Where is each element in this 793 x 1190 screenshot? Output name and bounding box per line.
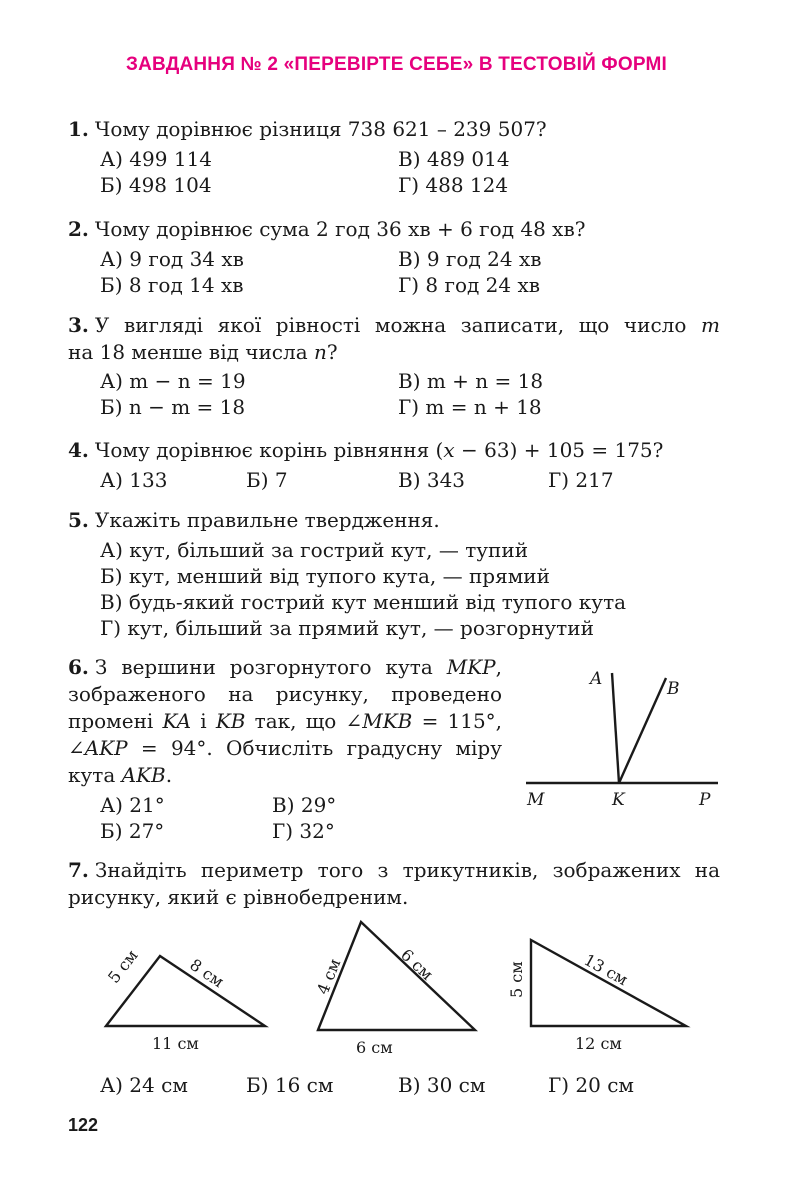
question-number: 5. [68,508,89,532]
punct: , [495,655,502,679]
question-mark: ? [326,340,338,364]
question-6-line-2 [68,681,502,707]
page-number: 122 [68,1115,99,1135]
ray-ka-line [612,673,619,783]
triangle-1-base-label: 11 см [152,1034,199,1053]
option-d: Г) m = n + 18 [398,395,542,419]
question-6-line-3 [68,708,502,734]
question-text: так, що ∠ [254,709,363,733]
question-5 [68,507,440,533]
question-4 [68,437,663,463]
angle-mkp: MKP [446,655,496,679]
ray-kb-line [619,678,666,783]
option-a: А) 21° [100,793,165,817]
option-b: Б) кут, менший від тупого кута, — прямий [100,564,550,588]
question-2 [68,216,585,242]
angle-akp: AKP [84,736,128,760]
option-d: Г) кут, більший за прямий кут, — розгорнутий [100,616,594,640]
question-text: промені [68,709,154,733]
point-b-label: B [667,679,680,699]
variable-x: x [443,438,455,462]
triangle-3-left-label: 5 см [507,961,526,998]
option-d: Г) 8 год 24 хв [398,273,541,297]
variable-n: n [314,340,327,364]
option-a: А) 499 114 [100,147,213,171]
option-c: В) m + n = 18 [398,369,544,393]
option-b: Б) 7 [246,468,288,492]
option-a: А) 24 см [100,1073,188,1097]
triangle-3-hyp-label: 13 см [580,950,631,990]
option-c: В) 9 год 24 хв [398,247,542,271]
angle-akb: AKB [121,763,166,787]
triangle-1-right-label: 8 см [186,955,228,992]
question-text: Укажіть правильне твердження. [94,508,440,532]
option-d: Г) 217 [548,468,614,492]
question-3-line-2 [68,339,338,365]
conjunction: і [200,709,207,733]
option-a: А) 133 [100,468,168,492]
option-a: А) m − n = 19 [100,369,246,393]
question-7-line-2 [68,884,408,910]
question-number: 4. [68,438,89,462]
option-a: А) кут, більший за гострий кут, — тупий [100,538,529,562]
question-text: на 18 менше від числа [68,340,308,364]
question-text: = 94°. Обчисліть градусну міру [127,736,502,760]
triangle-1-left-label: 5 см [104,946,142,987]
question-6-line-5 [68,762,172,788]
point-a-label: A [590,669,603,689]
option-c: В) 489 014 [398,147,510,171]
question-text: Чому дорівнює сума 2 год 36 хв + 6 год 48 хв? [94,217,586,241]
option-b: Б) 16 см [246,1073,334,1097]
question-text: Чому дорівнює корінь рівняння ( [94,438,444,462]
question-number: 3. [68,313,89,337]
option-a: А) 9 год 34 хв [100,247,244,271]
triangle-2-base-label: 6 см [356,1038,393,1057]
question-text: У вигляді якої рівності можна записати, що число [94,313,687,337]
ray-ka: KA [162,709,192,733]
question-6-line-4 [68,735,502,761]
angle-value: = 115°, [412,709,503,733]
question-number: 7. [68,858,89,882]
question-text: рисунку, який є рівнобедреним. [68,885,409,909]
point-k-label: K [612,790,625,810]
question-text: Чому дорівнює різниця 738 621 – 239 507? [94,117,547,141]
point-p-label: P [699,790,711,810]
question-text: Знайдіть периметр того з трикутників, зображених на [94,858,720,882]
triangle-2 [318,922,475,1030]
angle-mkb: MKB [362,709,413,733]
triangle-3-base-label: 12 см [575,1034,622,1053]
variable-m: m [701,313,721,337]
option-d: Г) 20 см [548,1073,634,1097]
option-b: Б) 27° [100,819,165,843]
question-text: З вершини розгорнутого кута [94,655,433,679]
question-number: 1. [68,117,89,141]
option-d: Г) 488 124 [398,173,509,197]
question-text-end: − 63) + 105 = 175? [454,438,664,462]
question-text: кута [68,763,116,787]
option-c: В) 29° [272,793,337,817]
triangle-2-left-label: 4 см [313,955,345,998]
question-number: 6. [68,655,89,679]
question-text: зображеного на рисунку, проведено [68,682,502,706]
option-c: В) будь-який гострий кут менший від тупого кута [100,590,627,614]
option-d: Г) 32° [272,819,335,843]
question-1 [68,116,547,142]
question-7-line-1 [68,857,720,883]
point-m-label: M [527,790,545,810]
triangle-2-right-label: 6 см [397,945,437,984]
option-b: Б) n − m = 18 [100,395,246,419]
angle-symbol: ∠ [68,736,85,760]
option-c: В) 30 см [398,1073,486,1097]
question-6-line-1 [68,654,502,680]
punct: . [165,763,173,787]
option-c: В) 343 [398,468,466,492]
ray-kb: KB [215,709,246,733]
option-b: Б) 8 год 14 хв [100,273,244,297]
page-title: ЗАВДАННЯ № 2 «ПЕРЕВІРТЕ СЕБЕ» В ТЕСТОВІЙ ФОРМІ [126,54,667,75]
question-number: 2. [68,217,89,241]
triangle-3 [531,940,686,1026]
option-b: Б) 498 104 [100,173,212,197]
question-3-line-1 [68,312,720,338]
